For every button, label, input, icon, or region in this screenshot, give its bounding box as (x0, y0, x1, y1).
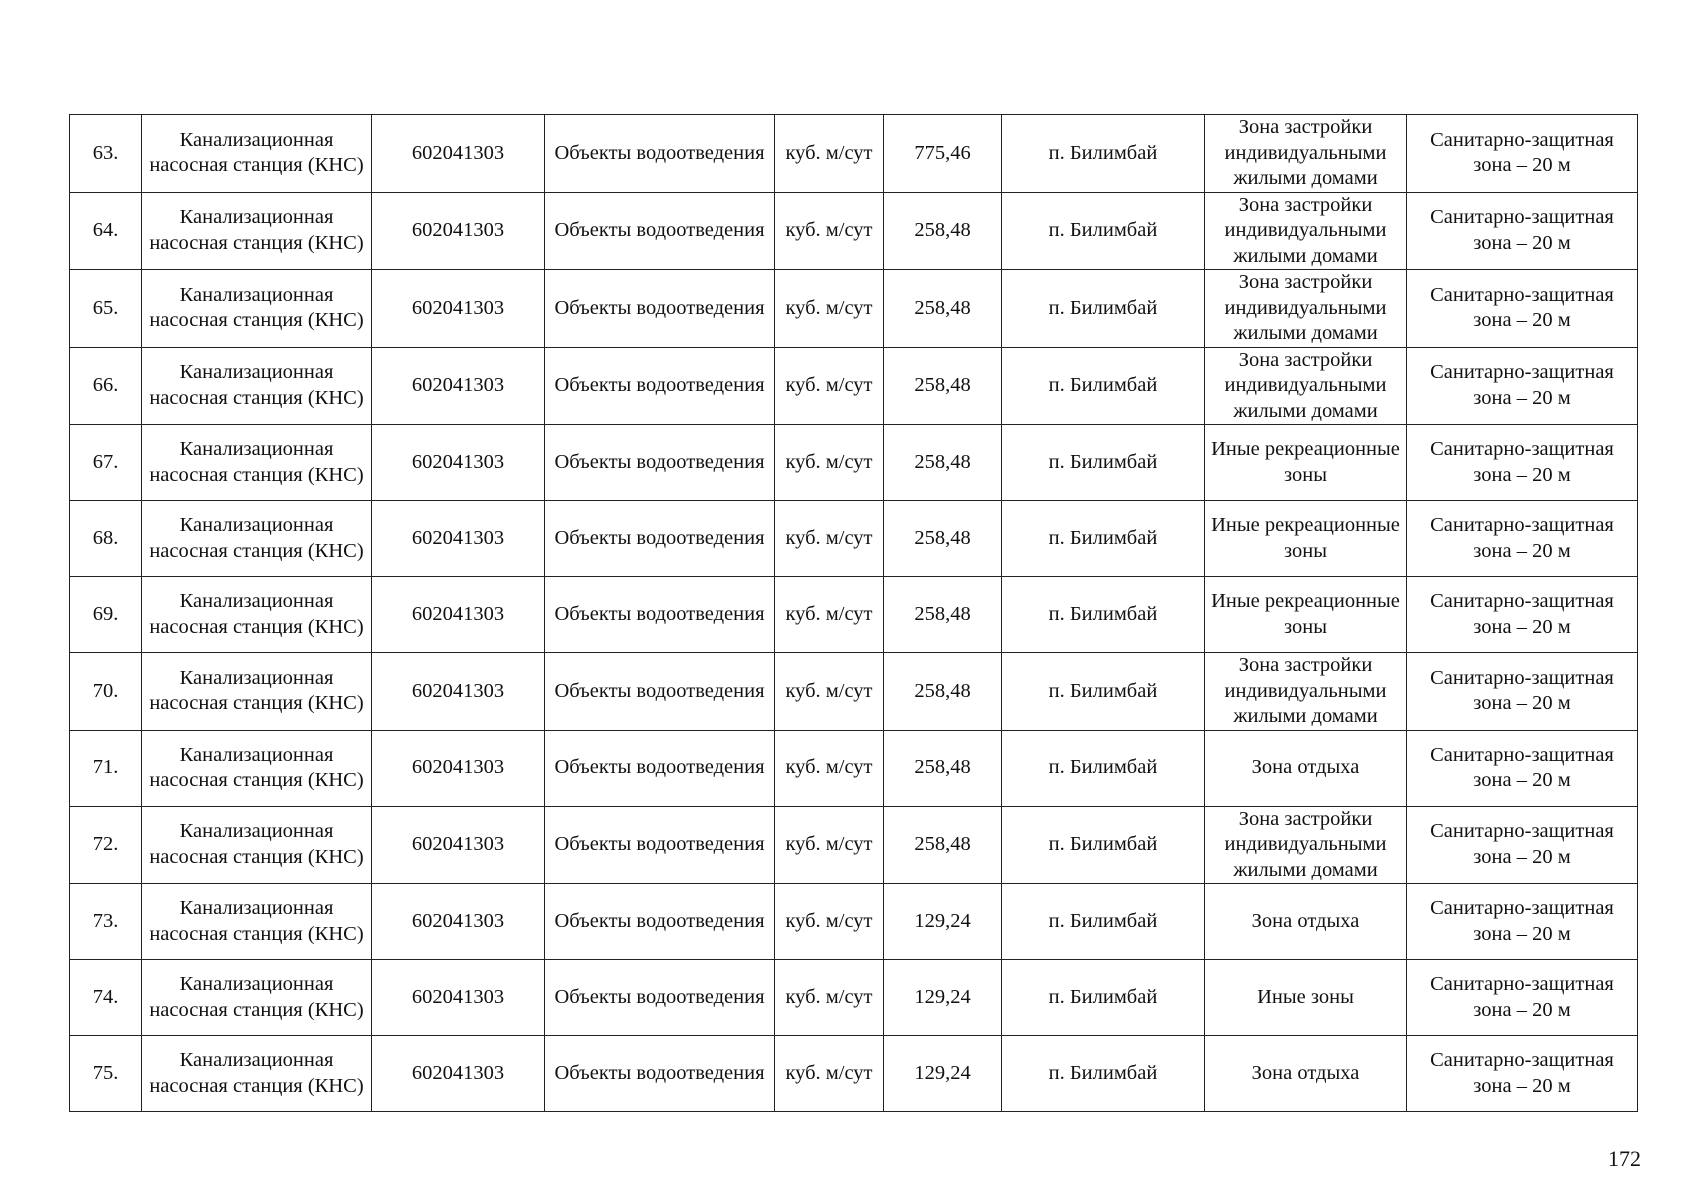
unit-cell: куб. м/сут (775, 806, 884, 884)
capacity-value-cell: 129,24 (884, 960, 1002, 1036)
unit-cell: куб. м/сут (775, 884, 884, 960)
table-row (70, 1036, 1638, 1112)
object-name-cell: Канализационная насосная станция (КНС) (142, 806, 372, 884)
capacity-value-cell: 258,48 (884, 806, 1002, 884)
table-row (70, 960, 1638, 1036)
object-code-cell: 602041303 (372, 577, 545, 653)
restriction-zone-cell: Санитарно-защитная зона – 20 м (1407, 425, 1638, 501)
row-number-cell: 67. (70, 425, 142, 501)
zone-cell: Зона застройки индивидуальными жилыми домами (1205, 270, 1407, 348)
row-number-cell: 72. (70, 806, 142, 884)
object-type-cell: Объекты водоотведения (545, 192, 775, 270)
restriction-zone-cell: Санитарно-защитная зона – 20 м (1407, 960, 1638, 1036)
row-number-cell: 64. (70, 192, 142, 270)
table-row (70, 425, 1638, 501)
capacity-value-cell: 258,48 (884, 653, 1002, 731)
table-row (70, 730, 1638, 806)
location-cell: п. Билимбай (1002, 270, 1205, 348)
object-type-cell: Объекты водоотведения (545, 425, 775, 501)
location-cell: п. Билимбай (1002, 960, 1205, 1036)
unit-cell: куб. м/сут (775, 577, 884, 653)
unit-cell: куб. м/сут (775, 115, 884, 193)
capacity-value-cell: 258,48 (884, 270, 1002, 348)
capacity-value-cell: 258,48 (884, 730, 1002, 806)
location-cell: п. Билимбай (1002, 730, 1205, 806)
object-code-cell: 602041303 (372, 270, 545, 348)
table-row (70, 192, 1638, 270)
object-name-cell: Канализационная насосная станция (КНС) (142, 653, 372, 731)
row-number-cell: 70. (70, 653, 142, 731)
unit-cell: куб. м/сут (775, 730, 884, 806)
restriction-zone-cell: Санитарно-защитная зона – 20 м (1407, 730, 1638, 806)
restriction-zone-cell: Санитарно-защитная зона – 20 м (1407, 884, 1638, 960)
table-row (70, 577, 1638, 653)
restriction-zone-cell: Санитарно-защитная зона – 20 м (1407, 501, 1638, 577)
table-row (70, 653, 1638, 731)
object-type-cell: Объекты водоотведения (545, 960, 775, 1036)
zone-cell: Иные зоны (1205, 960, 1407, 1036)
page-number: 172 (1608, 1146, 1641, 1171)
unit-cell: куб. м/сут (775, 960, 884, 1036)
object-name-cell: Канализационная насосная станция (КНС) (142, 425, 372, 501)
unit-cell: куб. м/сут (775, 347, 884, 425)
restriction-zone-cell: Санитарно-защитная зона – 20 м (1407, 347, 1638, 425)
unit-cell: куб. м/сут (775, 270, 884, 348)
unit-cell: куб. м/сут (775, 1036, 884, 1112)
object-name-cell: Канализационная насосная станция (КНС) (142, 270, 372, 348)
capacity-value-cell: 129,24 (884, 884, 1002, 960)
row-number-cell: 75. (70, 1036, 142, 1112)
row-number-cell: 68. (70, 501, 142, 577)
object-type-cell: Объекты водоотведения (545, 653, 775, 731)
capacity-value-cell: 258,48 (884, 425, 1002, 501)
capacity-value-cell: 258,48 (884, 577, 1002, 653)
row-number-cell: 65. (70, 270, 142, 348)
location-cell: п. Билимбай (1002, 501, 1205, 577)
zone-cell: Иные рекреационные зоны (1205, 501, 1407, 577)
row-number-cell: 63. (70, 115, 142, 193)
object-name-cell: Канализационная насосная станция (КНС) (142, 730, 372, 806)
object-code-cell: 602041303 (372, 425, 545, 501)
object-type-cell: Объекты водоотведения (545, 577, 775, 653)
zone-cell: Зона застройки индивидуальными жилыми домами (1205, 806, 1407, 884)
zone-cell: Зона застройки индивидуальными жилыми домами (1205, 115, 1407, 193)
object-type-cell: Объекты водоотведения (545, 270, 775, 348)
zone-cell: Зона застройки индивидуальными жилыми домами (1205, 347, 1407, 425)
object-name-cell: Канализационная насосная станция (КНС) (142, 577, 372, 653)
table-row (70, 347, 1638, 425)
table-row (70, 270, 1638, 348)
location-cell: п. Билимбай (1002, 192, 1205, 270)
zone-cell: Зона застройки индивидуальными жилыми домами (1205, 653, 1407, 731)
capacity-value-cell: 258,48 (884, 347, 1002, 425)
unit-cell: куб. м/сут (775, 653, 884, 731)
object-name-cell: Канализационная насосная станция (КНС) (142, 501, 372, 577)
object-name-cell: Канализационная насосная станция (КНС) (142, 347, 372, 425)
row-number-cell: 71. (70, 730, 142, 806)
object-code-cell: 602041303 (372, 960, 545, 1036)
zone-cell: Зона застройки индивидуальными жилыми домами (1205, 192, 1407, 270)
object-name-cell: Канализационная насосная станция (КНС) (142, 192, 372, 270)
object-type-cell: Объекты водоотведения (545, 730, 775, 806)
object-code-cell: 602041303 (372, 347, 545, 425)
location-cell: п. Билимбай (1002, 1036, 1205, 1112)
row-number-cell: 73. (70, 884, 142, 960)
object-name-cell: Канализационная насосная станция (КНС) (142, 1036, 372, 1112)
location-cell: п. Билимбай (1002, 806, 1205, 884)
objects-table (69, 114, 1638, 1112)
row-number-cell: 66. (70, 347, 142, 425)
object-code-cell: 602041303 (372, 115, 545, 193)
object-type-cell: Объекты водоотведения (545, 806, 775, 884)
object-code-cell: 602041303 (372, 501, 545, 577)
object-code-cell: 602041303 (372, 884, 545, 960)
row-number-cell: 74. (70, 960, 142, 1036)
object-code-cell: 602041303 (372, 653, 545, 731)
restriction-zone-cell: Санитарно-защитная зона – 20 м (1407, 115, 1638, 193)
capacity-value-cell: 775,46 (884, 115, 1002, 193)
object-code-cell: 602041303 (372, 806, 545, 884)
capacity-value-cell: 258,48 (884, 192, 1002, 270)
location-cell: п. Билимбай (1002, 884, 1205, 960)
table-row (70, 501, 1638, 577)
restriction-zone-cell: Санитарно-защитная зона – 20 м (1407, 192, 1638, 270)
unit-cell: куб. м/сут (775, 425, 884, 501)
row-number-cell: 69. (70, 577, 142, 653)
object-type-cell: Объекты водоотведения (545, 884, 775, 960)
object-type-cell: Объекты водоотведения (545, 347, 775, 425)
restriction-zone-cell: Санитарно-защитная зона – 20 м (1407, 1036, 1638, 1112)
zone-cell: Зона отдыха (1205, 884, 1407, 960)
location-cell: п. Билимбай (1002, 653, 1205, 731)
location-cell: п. Билимбай (1002, 425, 1205, 501)
object-type-cell: Объекты водоотведения (545, 115, 775, 193)
table-body (70, 115, 1638, 1112)
restriction-zone-cell: Санитарно-защитная зона – 20 м (1407, 270, 1638, 348)
zone-cell: Иные рекреационные зоны (1205, 577, 1407, 653)
object-code-cell: 602041303 (372, 192, 545, 270)
table-row (70, 115, 1638, 193)
location-cell: п. Билимбай (1002, 347, 1205, 425)
capacity-value-cell: 258,48 (884, 501, 1002, 577)
object-name-cell: Канализационная насосная станция (КНС) (142, 960, 372, 1036)
restriction-zone-cell: Санитарно-защитная зона – 20 м (1407, 577, 1638, 653)
object-type-cell: Объекты водоотведения (545, 501, 775, 577)
location-cell: п. Билимбай (1002, 577, 1205, 653)
table-row (70, 806, 1638, 884)
unit-cell: куб. м/сут (775, 192, 884, 270)
zone-cell: Иные рекреационные зоны (1205, 425, 1407, 501)
location-cell: п. Билимбай (1002, 115, 1205, 193)
object-code-cell: 602041303 (372, 1036, 545, 1112)
capacity-value-cell: 129,24 (884, 1036, 1002, 1112)
zone-cell: Зона отдыха (1205, 730, 1407, 806)
zone-cell: Зона отдыха (1205, 1036, 1407, 1112)
restriction-zone-cell: Санитарно-защитная зона – 20 м (1407, 653, 1638, 731)
unit-cell: куб. м/сут (775, 501, 884, 577)
restriction-zone-cell: Санитарно-защитная зона – 20 м (1407, 806, 1638, 884)
table-row (70, 884, 1638, 960)
object-type-cell: Объекты водоотведения (545, 1036, 775, 1112)
object-name-cell: Канализационная насосная станция (КНС) (142, 884, 372, 960)
object-code-cell: 602041303 (372, 730, 545, 806)
object-name-cell: Канализационная насосная станция (КНС) (142, 115, 372, 193)
